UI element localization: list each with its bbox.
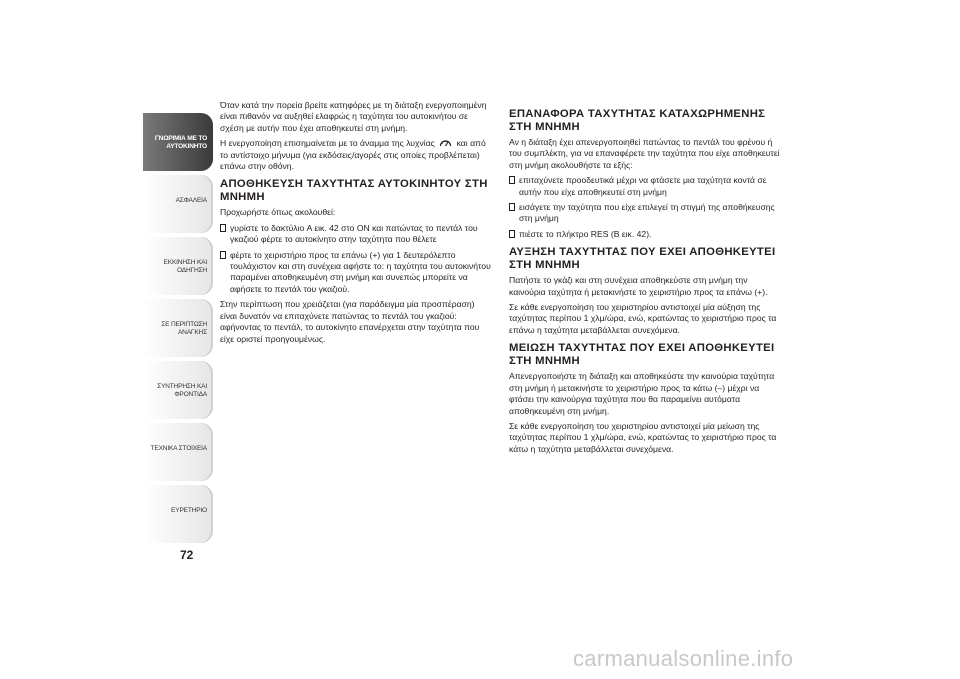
tab-label: ΤΕΧΝΙΚΑ ΣΤΟΙΧΕΙΑ [150,445,207,452]
list-item [220,223,492,246]
paragraph: Απενεργοποιήστε τη διάταξη και αποθηκεύστε την καινούρια ταχύτητα στη μνήμη ή μετακινήστε το χειριστήριο προς τα κάτω (–) μέχρι να φτάσει την καινούργια ταχύτητα που θα παραμείνει αυτόματα αποθηκευμένη στη μνήμη. [509,371,775,416]
step-list [220,223,492,295]
section-heading: ΕΠΑΝΑΦΟΡΑ ΤΑΧΥΤΗΤΑΣ ΚΑΤΑΧΩΡΗΜΕΝΗΣ ΣΤΗ ΜΝΗΜΗ [509,108,766,133]
tab-label: ΣΕ ΠΕΡΙΠΤΩΣΗ ΑΝΑΓΚΗΣ [161,321,207,336]
list-item-text: φέρτε το χειριστήριο προς τα επάνω (+) για 1 δευτερόλεπτο τουλάχιστον και στη συνέχεια αφήστε το: η ταχύτητα του αυτοκινήτου παραμένει αποθηκευμένη στη μνήμη και συνεπώς μπορείτε να αφήσετε το πεντάλ του γκαζιού. [230,249,491,294]
tab-emergency[interactable] [143,299,213,357]
tab-label: ΑΣΦΑΛΕΙΑ [175,197,207,204]
chapter-sidebar [143,113,213,547]
section-heading: ΑΥΞΗΣΗ ΤΑΧΥΤΗΤΑΣ ΠΟΥ ΕΧΕΙ ΑΠΟΘΗΚΕΥΤΕΙ ΣΤΗ ΜΝΗΜΗ [509,246,776,271]
paragraph: Σε κάθε ενεργοποίηση του χειριστηρίου αντιστοιχεί μία αύξηση της ταχύτητας περίπου 1 χλμ/ώρα, ενώ, κρατώντας το χειριστήριο προς τα επάνω η ταχύτητα μεταβάλλεται συνεχόμενα. [509,302,777,335]
paragraph: Προχωρήστε όπως ακολουθεί: [220,207,336,218]
list-item [509,175,781,198]
tab-label: ΣΥΝΤΗΡΗΣΗ ΚΑΙ ΦΡΟΝΤΙΔΑ [157,383,207,398]
tab-label: ΓΝΩΡΙΜΙΑ ΜΕ ΤΟ ΑΥΤΟΚΙΝΗΤΟ [154,135,207,150]
checkbox-bullet-icon [220,224,226,232]
watermark: carmanualsonline.info [573,646,794,671]
checkbox-bullet-icon [509,203,515,211]
paragraph: Όταν κατά την πορεία βρείτε κατηφόρες με τη διάταξη ενεργοποιημένη είναι πιθανόν να αυξηθεί ελαφρώς η ταχύτητα του αυτοκινήτου σε σχέση με αυτήν που έχει αποθηκευτεί στη μνήμη. [220,100,487,133]
paragraph: Πατήστε το γκάζι και στη συνέχεια αποθηκεύστε στη μνήμη την καινούρια ταχύτητα ή μετακινήστε το χειριστήριο προς τα επάνω (+). [509,275,768,297]
paragraph: Στην περίπτωση που χρειάζεται (για παράδειγμα μία προσπέραση) είναι δυνατόν να επιταχύνετε πατώντας το πεντάλ του γκαζιού: αφήνοντας το πεντάλ, το αυτοκίνητο επανέρχεται στην ταχύτητα που είχε οριστεί προηγουμένως. [220,299,480,344]
section-heading: ΜΕΙΩΣΗ ΤΑΧΥΤΗΤΑΣ ΠΟΥ ΕΧΕΙ ΑΠΟΘΗΚΕΥΤΕΙ ΣΤΗ ΜΝΗΜΗ [509,342,775,367]
list-item-text: πιέστε το πλήκτρο RES (B εικ. 42). [519,228,652,239]
list-item-text: γυρίστε το δακτύλιο A εικ. 42 στο ON και πατώντας το πεντάλ του γκαζιού φέρτε το αυτοκίνητο στην ταχύτητα που θέλετε [230,222,478,245]
tab-maintenance[interactable] [143,361,213,419]
checkbox-bullet-icon [509,176,515,184]
paragraph-text: και από το αντίστοιχο μήνυμα (για εκδόσεις/αγορές στις οποίες προβλέπεται) επάνω στην οθόνη. [220,138,486,172]
paragraph: Σε κάθε ενεργοποίηση του χειριστηρίου αντιστοιχεί μία μείωση της ταχύτητας περίπου 1 χλμ/ώρα, ενώ, κρατώντας το χειριστήριο προς τα κάτω η ταχύτητα μεταβάλλεται συνεχόμενα. [509,420,777,454]
speedometer-icon [439,138,452,147]
tab-technical-data[interactable] [143,423,213,481]
paragraph: Αν η διάταξη έχει απενεργοποιηθεί πατώντας το πεντάλ του φρένου ή του συμπλέκτη, για να επαναφέρετε την ταχύτητα που είχε αποθηκευτεί στη μνήμη ακολουθήστε τα εξής: [509,137,780,170]
section-heading: ΑΠΟΘΗΚΕΥΣΗ ΤΑΧΥΤΗΤΑΣ ΑΥΤΟΚΙΝΗΤΟΥ ΣΤΗ ΜΝΗΜΗ [220,178,488,203]
list-item [509,202,781,225]
tab-getting-to-know-car[interactable] [143,113,213,171]
tab-starting-driving[interactable] [143,237,213,295]
page-number: 72 [180,548,194,562]
list-item-text: εισάγετε την ταχύτητα που είχε επιλεγεί τη στιγμή της αποθήκευσης στη μνήμη [519,202,775,224]
paragraph-text: Η ενεργοποίηση επισημαίνεται με το άναμμα της λυχνίας [220,138,435,149]
text-column-left [220,100,492,349]
tab-label: ΕΚΚΙΝΗΣΗ ΚΑΙ ΟΔΗΓΗΣΗ [163,259,207,274]
checkbox-bullet-icon [509,230,515,238]
list-item-text: επιταχύνετε προοδευτικά μέχρι να φτάσετε μια ταχύτητα κοντά σε αυτήν που είχε αποθηκευτεί στη μνήμη [519,175,767,197]
step-list [509,175,781,240]
tab-index[interactable] [143,485,213,543]
list-item [220,250,492,296]
list-item [509,229,781,240]
tab-safety[interactable] [143,175,213,233]
paragraph [220,138,492,172]
checkbox-bullet-icon [220,251,226,259]
text-column-right [509,100,781,459]
tab-label: ΕΥΡΕΤΗΡΙΟ [171,507,207,514]
